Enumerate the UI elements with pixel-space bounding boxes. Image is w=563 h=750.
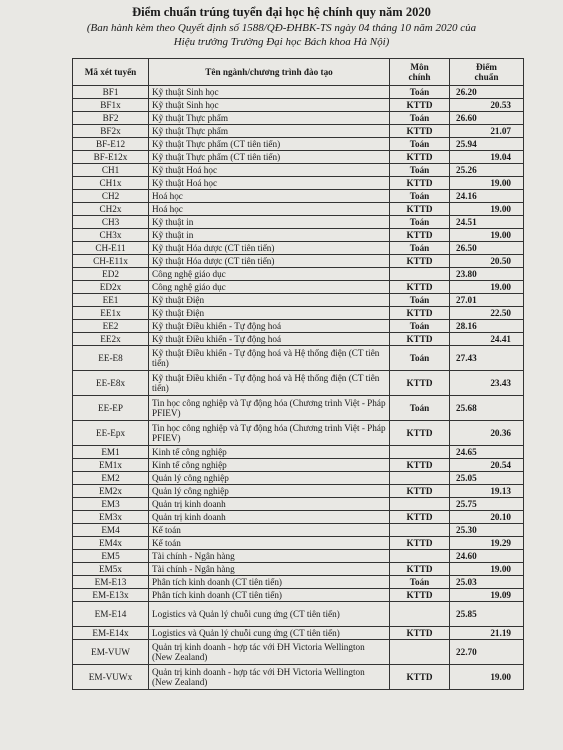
cell-program: Quản lý công nghiệp: [149, 472, 390, 485]
cell-score: 27.43: [450, 346, 524, 371]
table-row: [73, 216, 524, 229]
table-row: [73, 294, 524, 307]
subtitle-line-2: Hiệu trưởng Trường Đại học Bách khoa Hà Nội): [173, 36, 390, 48]
cell-code: EE1x: [73, 307, 149, 320]
cell-score: 24.16: [450, 190, 524, 203]
table-row: [73, 229, 524, 242]
cell-program: Quản trị kinh doanh - hợp tác với ĐH Victoria Wellington (New Zealand): [149, 640, 390, 665]
table-body: [73, 86, 524, 690]
cell-score: 22.70: [450, 640, 524, 665]
cell-score: 20.50: [450, 255, 524, 268]
cell-program: Kỹ thuật Điều khiển - Tự động hoá: [149, 333, 390, 346]
cell-score: 20.10: [450, 511, 524, 524]
cell-code: ED2x: [73, 281, 149, 294]
cell-subject: KTTD: [390, 459, 450, 472]
cell-subject: KTTD: [390, 485, 450, 498]
cell-program: Kỹ thuật Điện: [149, 307, 390, 320]
table-row: [73, 190, 524, 203]
cell-subject: KTTD: [390, 371, 450, 396]
cell-code: EM-E14: [73, 602, 149, 627]
table-row: [73, 138, 524, 151]
cell-score: 19.00: [450, 229, 524, 242]
cell-subject: Toán: [390, 294, 450, 307]
cell-score: 20.54: [450, 459, 524, 472]
cell-score: 24.51: [450, 216, 524, 229]
cell-code: CH-E11: [73, 242, 149, 255]
table-row: [73, 333, 524, 346]
cell-program: Logistics và Quản lý chuỗi cung ứng (CT tiên tiến): [149, 602, 390, 627]
cell-code: EM2: [73, 472, 149, 485]
cell-subject: KTTD: [390, 125, 450, 138]
header-program: Tên ngành/chương trình đào tạo: [149, 59, 390, 86]
cell-code: BF-E12: [73, 138, 149, 151]
cell-subject: [390, 524, 450, 537]
table-row: [73, 421, 524, 446]
cell-program: Kỹ thuật Điều khiển - Tự động hoá và Hệ thống điện (CT tiên tiến): [149, 371, 390, 396]
cell-program: Tin học công nghiệp và Tự động hóa (Chương trình Việt - Pháp PFIEV): [149, 421, 390, 446]
cell-subject: KTTD: [390, 151, 450, 164]
cell-score: 28.16: [450, 320, 524, 333]
cell-code: CH2x: [73, 203, 149, 216]
cell-subject: [390, 446, 450, 459]
cell-subject: [390, 602, 450, 627]
header-score: Điểm chuẩn: [450, 59, 524, 86]
cell-subject: KTTD: [390, 589, 450, 602]
table-row: [73, 665, 524, 690]
table-row: [73, 627, 524, 640]
cell-subject: Toán: [390, 86, 450, 99]
cell-code: EM3x: [73, 511, 149, 524]
header-code: Mã xét tuyển: [73, 59, 149, 86]
cell-score: 25.26: [450, 164, 524, 177]
cell-subject: [390, 498, 450, 511]
header-subject: Môn chính: [390, 59, 450, 86]
cell-score: 26.60: [450, 112, 524, 125]
cell-code: BF2: [73, 112, 149, 125]
table-row: [73, 242, 524, 255]
table-row: [73, 203, 524, 216]
cell-program: Tài chính - Ngân hàng: [149, 563, 390, 576]
table-row: [73, 524, 524, 537]
cell-score: 19.00: [450, 563, 524, 576]
cell-code: EE-Epx: [73, 421, 149, 446]
table-header-row: [73, 59, 524, 86]
cell-score: 19.00: [450, 281, 524, 294]
cell-score: 20.53: [450, 99, 524, 112]
table-row: [73, 86, 524, 99]
cell-subject: KTTD: [390, 307, 450, 320]
cell-program: Kỹ thuật Thực phẩm (CT tiên tiến): [149, 138, 390, 151]
cell-code: EE-EP: [73, 396, 149, 421]
cell-code: EM1x: [73, 459, 149, 472]
table-row: [73, 472, 524, 485]
cell-subject: KTTD: [390, 177, 450, 190]
cell-score: 25.68: [450, 396, 524, 421]
cell-program: Kỹ thuật Hoá học: [149, 164, 390, 177]
cell-program: Kinh tế công nghiệp: [149, 446, 390, 459]
table-row: [73, 640, 524, 665]
cell-code: EM-E14x: [73, 627, 149, 640]
cell-code: EM-VUWx: [73, 665, 149, 690]
cell-code: EM4: [73, 524, 149, 537]
cell-program: Quản trị kinh doanh: [149, 498, 390, 511]
table-row: [73, 537, 524, 550]
document-subtitle: [0, 21, 563, 49]
cell-subject: [390, 472, 450, 485]
cell-subject: [390, 640, 450, 665]
cell-code: EM-VUW: [73, 640, 149, 665]
cell-subject: KTTD: [390, 537, 450, 550]
cell-score: 24.41: [450, 333, 524, 346]
cell-code: CH1x: [73, 177, 149, 190]
cell-code: BF2x: [73, 125, 149, 138]
table-row: [73, 320, 524, 333]
cell-code: BF1: [73, 86, 149, 99]
cell-code: EE2x: [73, 333, 149, 346]
cell-program: Công nghệ giáo dục: [149, 281, 390, 294]
cell-subject: Toán: [390, 190, 450, 203]
cell-program: Tài chính - Ngân hàng: [149, 550, 390, 563]
cell-code: CH3x: [73, 229, 149, 242]
cell-score: 23.80: [450, 268, 524, 281]
cell-code: EE-E8: [73, 346, 149, 371]
cell-score: 26.50: [450, 242, 524, 255]
cell-subject: KTTD: [390, 229, 450, 242]
cell-code: CH2: [73, 190, 149, 203]
table-row: [73, 576, 524, 589]
cell-score: 19.09: [450, 589, 524, 602]
table-row: [73, 346, 524, 371]
cell-code: EE1: [73, 294, 149, 307]
cell-program: Kỹ thuật Điều khiển - Tự động hoá: [149, 320, 390, 333]
cell-score: 26.20: [450, 86, 524, 99]
table-row: [73, 485, 524, 498]
cell-program: Công nghệ giáo dục: [149, 268, 390, 281]
table-row: [73, 125, 524, 138]
table-row: [73, 268, 524, 281]
table-row: [73, 396, 524, 421]
cell-subject: KTTD: [390, 563, 450, 576]
cell-score: 27.01: [450, 294, 524, 307]
cell-program: Kỹ thuật Thực phẩm: [149, 112, 390, 125]
cell-subject: Toán: [390, 112, 450, 125]
cell-program: Hoá học: [149, 203, 390, 216]
cell-program: Kế toán: [149, 524, 390, 537]
cell-subject: KTTD: [390, 421, 450, 446]
cell-program: Kỹ thuật Hóa dược (CT tiên tiến): [149, 242, 390, 255]
cell-subject: [390, 550, 450, 563]
cell-program: Kỹ thuật Hoá học: [149, 177, 390, 190]
cell-score: 25.03: [450, 576, 524, 589]
cell-program: Kỹ thuật Thực phẩm: [149, 125, 390, 138]
cell-score: 25.94: [450, 138, 524, 151]
cell-code: CH1: [73, 164, 149, 177]
cell-subject: KTTD: [390, 99, 450, 112]
cell-subject: KTTD: [390, 255, 450, 268]
cell-code: EE2: [73, 320, 149, 333]
table-row: [73, 151, 524, 164]
cell-subject: [390, 268, 450, 281]
cell-program: Kỹ thuật Sinh học: [149, 99, 390, 112]
cell-code: EM2x: [73, 485, 149, 498]
cell-program: Quản trị kinh doanh - hợp tác với ĐH Victoria Wellington (New Zealand): [149, 665, 390, 690]
cell-code: EM4x: [73, 537, 149, 550]
cell-code: BF-E12x: [73, 151, 149, 164]
table-row: [73, 112, 524, 125]
table-row: [73, 563, 524, 576]
table-row: [73, 550, 524, 563]
document-title: Điểm chuẩn trúng tuyển đại học hệ chính quy năm 2020: [132, 5, 431, 19]
cell-subject: Toán: [390, 216, 450, 229]
cell-score: 20.36: [450, 421, 524, 446]
cell-subject: Toán: [390, 164, 450, 177]
cell-subject: Toán: [390, 242, 450, 255]
cell-score: 19.00: [450, 177, 524, 190]
table-row: [73, 589, 524, 602]
cell-subject: KTTD: [390, 333, 450, 346]
cell-code: EM-E13: [73, 576, 149, 589]
cell-code: EM3: [73, 498, 149, 511]
admission-scores-table: [72, 58, 524, 690]
cell-score: 24.65: [450, 446, 524, 459]
cell-score: 25.75: [450, 498, 524, 511]
cell-program: Quản trị kinh doanh: [149, 511, 390, 524]
cell-program: Phân tích kinh doanh (CT tiên tiến): [149, 576, 390, 589]
cell-subject: Toán: [390, 346, 450, 371]
cell-score: 25.85: [450, 602, 524, 627]
table-row: [73, 177, 524, 190]
cell-program: Hoá học: [149, 190, 390, 203]
cell-program: Kỹ thuật Điều khiển - Tự động hoá và Hệ thống điện (CT tiên tiến): [149, 346, 390, 371]
cell-subject: Toán: [390, 320, 450, 333]
cell-code: BF1x: [73, 99, 149, 112]
cell-code: EM1: [73, 446, 149, 459]
cell-code: EM5x: [73, 563, 149, 576]
cell-code: CH3: [73, 216, 149, 229]
cell-score: 21.07: [450, 125, 524, 138]
cell-score: 24.60: [450, 550, 524, 563]
cell-program: Kỹ thuật in: [149, 216, 390, 229]
cell-score: 21.19: [450, 627, 524, 640]
cell-program: Kỹ thuật Thực phẩm (CT tiên tiến): [149, 151, 390, 164]
cell-program: Logistics và Quản lý chuỗi cung ứng (CT tiên tiến): [149, 627, 390, 640]
cell-subject: Toán: [390, 576, 450, 589]
cell-subject: KTTD: [390, 627, 450, 640]
table-row: [73, 255, 524, 268]
cell-program: Kế toán: [149, 537, 390, 550]
cell-program: Kỹ thuật Hóa dược (CT tiên tiến): [149, 255, 390, 268]
table-row: [73, 99, 524, 112]
cell-program: Tin học công nghiệp và Tự động hóa (Chương trình Việt - Pháp PFIEV): [149, 396, 390, 421]
table-row: [73, 602, 524, 627]
cell-program: Kinh tế công nghiệp: [149, 459, 390, 472]
table-row: [73, 446, 524, 459]
cell-subject: KTTD: [390, 665, 450, 690]
table-row: [73, 459, 524, 472]
cell-program: Phân tích kinh doanh (CT tiên tiến): [149, 589, 390, 602]
cell-program: Kỹ thuật Sinh học: [149, 86, 390, 99]
cell-score: 19.00: [450, 203, 524, 216]
table-row: [73, 307, 524, 320]
cell-subject: Toán: [390, 138, 450, 151]
cell-code: CH-E11x: [73, 255, 149, 268]
table-row: [73, 164, 524, 177]
cell-program: Kỹ thuật in: [149, 229, 390, 242]
cell-score: 19.00: [450, 665, 524, 690]
cell-score: 23.43: [450, 371, 524, 396]
cell-code: ED2: [73, 268, 149, 281]
cell-subject: Toán: [390, 396, 450, 421]
cell-score: 25.05: [450, 472, 524, 485]
cell-program: Kỹ thuật Điện: [149, 294, 390, 307]
subtitle-line-1: (Ban hành kèm theo Quyết định số 1588/QĐ-ĐHBK-TS ngày 04 tháng 10 năm 2020 của: [86, 22, 477, 34]
table-row: [73, 511, 524, 524]
cell-score: 19.29: [450, 537, 524, 550]
cell-subject: KTTD: [390, 281, 450, 294]
cell-subject: KTTD: [390, 203, 450, 216]
cell-subject: KTTD: [390, 511, 450, 524]
cell-score: 19.13: [450, 485, 524, 498]
cell-program: Quản lý công nghiệp: [149, 485, 390, 498]
cell-score: 19.04: [450, 151, 524, 164]
cell-score: 22.50: [450, 307, 524, 320]
table-row: [73, 281, 524, 294]
table-row: [73, 498, 524, 511]
cell-code: EM-E13x: [73, 589, 149, 602]
cell-code: EM5: [73, 550, 149, 563]
cell-score: 25.30: [450, 524, 524, 537]
cell-code: EE-E8x: [73, 371, 149, 396]
table-row: [73, 371, 524, 396]
